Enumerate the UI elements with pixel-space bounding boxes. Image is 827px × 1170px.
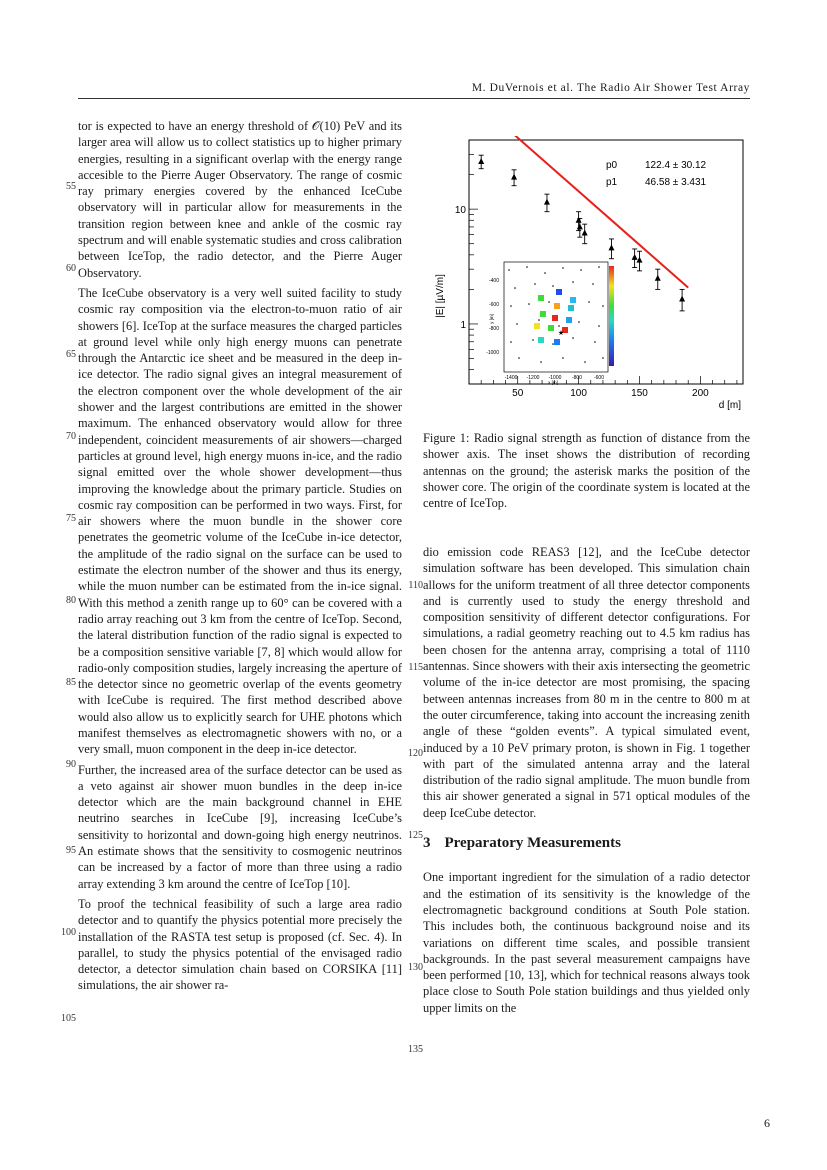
- antenna-signal-marker: [556, 289, 562, 295]
- data-point: [679, 295, 685, 301]
- paragraph: Further, the increased area of the surface detector can be used as a veto against air shower muon bundles in the deep in-ice detector which are the main background channel in EHE neutrino searches in IceCube [9], increasing IceCube’s sensitivity to horizontal and down-going high energy neutrinos. An estimate shows that the sensitivity to cosmogenic neutrinos can be increased by a factor of more than three using a radio array extending 3 km around the centre of IceTop [10].: [78, 762, 402, 891]
- antenna-marker: [602, 357, 604, 359]
- paragraph: One important ingredient for the simulation of a radio detector and the estimation of its sensitivity is the knowledge of the electromagnetic background conditions at South Pole station. This includes both, the continuous background noise and its variations on different time scales, and possible transient backgrounds. In the past several measurement campaigns have been performed [10, 13], which for technical reasons always took place close to South Pole station buildings and thus yielded only upper limits on the: [423, 870, 750, 1015]
- y-tick-labels: [455, 205, 467, 331]
- page-number: 6: [764, 1116, 770, 1130]
- antenna-marker: [592, 283, 594, 285]
- antenna-marker: [572, 337, 574, 339]
- antenna-marker: [584, 361, 586, 363]
- antenna-marker: [538, 319, 540, 321]
- data-point: [544, 199, 550, 205]
- section-number: 3: [423, 835, 431, 852]
- inset-tick-label: -1000: [548, 375, 562, 381]
- antenna-marker: [602, 305, 604, 307]
- paragraph: tor is expected to have an energy threshold of 𝒪(10) PeV and its larger area will allow us to collect statistics up to higher primary energies, resulting in a significant overlap with the energy range accesible to the Pierre Auger Observatory. The range of cosmic ray primary energies covered by the enhanced IceCube observatory will in particular allow for measurements in the transition region between knee and ankle of the cosmic ray spectrum and will enable systematic studies and cross calibration between IceTop, the radio detector, and the Pierre Auger Observatory.: [78, 119, 402, 280]
- antenna-marker: [508, 269, 510, 271]
- antenna-marker: [552, 285, 554, 287]
- antenna-signal-marker: [554, 303, 560, 309]
- line-number: 70: [66, 431, 76, 442]
- inset-x-label: x [m]: [548, 380, 558, 385]
- header-rule: [78, 98, 750, 99]
- section-heading: [423, 835, 750, 851]
- line-number: 100: [61, 927, 76, 938]
- antenna-marker: [544, 272, 546, 274]
- line-number: 135: [408, 1044, 423, 1055]
- running-head: M. DuVernois et al. The Radio Air Shower Test Array: [471, 82, 750, 94]
- data-point: [511, 174, 517, 180]
- antenna-signal-marker: [554, 339, 560, 345]
- line-number: 75: [66, 513, 76, 524]
- left-column: [78, 118, 402, 994]
- paragraph: dio emission code REAS3 [12], and the IceCube detector simulation software has been developed. This simulation chain allows for the uniform treatment of all three detector components and is currently used to study the energy threshold and composition sensitivity of different detector configurations. For simulations, a radial geometry reaching out to 4.5 km radius has been chosen for the antenna array, comprising a total of 1110 antennas. Since showers with their axis intersecting the geometric volume of the in-ice detector are most promising, the spacing between antennas increases from 80 m in the centre to 800 m at the outer circumference, taking into account the increasing zenith angle of these “golden events”. A typical simulated event, induced by a 10 PeV primary proton, is shown in Fig. 1 together with part of the simulated antenna array and the lateral distribution of the radio signal amplitude. The muon bundle from this air shower generated a signal in 571 optical modules of the deep IceCube detector.: [423, 545, 750, 820]
- x-tick-labels: [512, 388, 709, 399]
- lateral-distribution-chart: [423, 136, 750, 416]
- color-scale: [609, 266, 614, 366]
- antenna-marker: [598, 325, 600, 327]
- line-number: 95: [66, 845, 76, 856]
- antenna-marker: [528, 303, 530, 305]
- y-tick-label: 1: [460, 319, 466, 331]
- antenna-marker: [516, 323, 518, 325]
- x-tick-label: 150: [631, 388, 648, 399]
- right-column: [423, 544, 750, 1016]
- x-tick-label: 100: [570, 388, 587, 399]
- param-value: 46.58 ± 3.431: [645, 177, 707, 188]
- antenna-marker: [562, 357, 564, 359]
- data-point: [608, 244, 614, 250]
- data-point: [478, 158, 484, 164]
- inset-y-label: y [m]: [489, 314, 494, 324]
- param-value: 122.4 ± 30.12: [645, 160, 707, 171]
- inset-tick-label: -1400: [504, 375, 518, 381]
- param-name: p0: [606, 160, 618, 171]
- inset-tick-label: -600: [488, 302, 499, 308]
- antenna-signal-marker: [568, 305, 574, 311]
- antenna-marker: [518, 357, 520, 359]
- line-number: 120: [408, 748, 423, 759]
- antenna-marker: [514, 287, 516, 289]
- antenna-signal-marker: [540, 311, 546, 317]
- x-tick-label: 50: [512, 388, 524, 399]
- antenna-marker: [598, 266, 600, 268]
- antenna-marker: [548, 301, 550, 303]
- antenna-marker: [532, 339, 534, 341]
- fit-stats-box: [601, 156, 738, 192]
- paragraph: The IceCube observatory is a very well suited facility to study cosmic ray composition via the electron-to-muon ratio of air showers [6]. IceTop at the surface measures the charged particles at ground level while only high energy muons can penetrate through the Antarctic ice sheet and be measured in the deep in-ice detector. The radio signal gives an integral measurement of the electron component over the whole development of the air shower and the largest contributions are emitted in the shower maximum. The enhanced observatory would allow for three independent, coincident measurements of air showers—charged particles at ground level, high energy muons in-ice, and the radio signal emitted over the whole shower development—thus improving the knowledge about the primary particle. Studies on cosmic ray composition can be performed in two ways. First, for air showers where the muon bundle in the shower core penetrates the geometric volume of the IceCube in-ice detector, the amplitude of the radio signal on the surface can be used to estimate the electron number of the shower and thus its energy, while the muon number can be estimated from the in-ice signal. With this method a zenith range up to 60° can be covered with a radio array reaching out 3 km from the centre of IceTop. Second, the lateral distribution function of the radio signal is expected to be a composition sensitive variable [7, 8] which would allow for radio-only composition studies, largely increasing the aperture of the detector since no geometric overlap of the events geometry with IceCube is required. The first method described above would also allow us to explicitly search for UHE photons which manifest themselves as electromagnetic showers with no, or a very small, muon component in the deep in-ice detector.: [78, 285, 402, 757]
- data-point: [577, 223, 583, 229]
- line-number: 85: [66, 677, 76, 688]
- data-point: [576, 217, 582, 223]
- y-tick-label: 10: [454, 205, 466, 217]
- line-number: 60: [66, 263, 76, 274]
- line-number: 80: [66, 595, 76, 606]
- data-point: [632, 254, 638, 260]
- line-number: 90: [66, 759, 76, 770]
- line-number: 65: [66, 349, 76, 360]
- data-point: [582, 229, 588, 235]
- x-tick-label: 200: [692, 388, 709, 399]
- antenna-signal-marker: [538, 337, 544, 343]
- data-point: [655, 275, 661, 281]
- antenna-signal-marker: [534, 323, 540, 329]
- antenna-marker: [562, 267, 564, 269]
- antenna-marker: [588, 301, 590, 303]
- inset-tick-label: -800: [571, 375, 583, 381]
- antenna-signal-marker: [570, 297, 576, 303]
- antenna-marker: [552, 343, 554, 345]
- line-number: 130: [408, 962, 423, 973]
- antenna-marker: [510, 341, 512, 343]
- antenna-signal-marker: [566, 317, 572, 323]
- antenna-marker: [594, 341, 596, 343]
- x-axis-label: d [m]: [718, 400, 741, 411]
- antenna-signal-marker: [538, 295, 544, 301]
- inset-tick-label: -800: [488, 326, 499, 332]
- line-number: 110: [408, 580, 423, 591]
- inset-tick-label: -400: [488, 278, 499, 284]
- antenna-marker: [578, 321, 580, 323]
- antenna-marker: [572, 281, 574, 283]
- line-number: 115: [408, 662, 423, 673]
- inset-tick-label: -1000: [486, 350, 499, 356]
- antenna-marker: [540, 361, 542, 363]
- y-axis-label: |E| [µV/m]: [435, 274, 446, 318]
- antenna-inset: [486, 262, 614, 385]
- figure-1: [423, 136, 750, 416]
- antenna-signal-marker: [552, 315, 558, 321]
- param-name: p1: [606, 177, 618, 188]
- antenna-marker: [580, 269, 582, 271]
- shower-core-marker: ★: [557, 330, 565, 337]
- antenna-marker: [526, 266, 528, 268]
- section-title: Preparatory Measurements: [444, 835, 621, 852]
- antenna-marker: [558, 325, 560, 327]
- figure-caption: Figure 1: Radio signal strength as function of distance from the shower axis. The inset shows the distribution of recording antennas on the ground; the asterisk marks the position of the shower core. The origin of the coordinate system is located at the centre of IceTop.: [423, 431, 750, 511]
- paragraph: To proof the technical feasibility of such a large area radio detector and to quantify the physics potential more precisely the installation of the RASTA test setup is proposed (cf. Sec. 4). In parallel, to study the physics potential of the envisaged radio detector, a detector simulation chain based on CORSIKA [11] simulations, the air shower ra-: [78, 896, 402, 993]
- line-number: 125: [408, 830, 423, 841]
- antenna-marker: [510, 305, 512, 307]
- antenna-marker: [534, 283, 536, 285]
- antenna-signal-marker: [548, 325, 554, 331]
- inset-tick-label: -1200: [526, 375, 540, 381]
- inset-tick-label: -600: [593, 375, 605, 381]
- line-number: 105: [61, 1013, 76, 1024]
- line-number: 55: [66, 181, 76, 192]
